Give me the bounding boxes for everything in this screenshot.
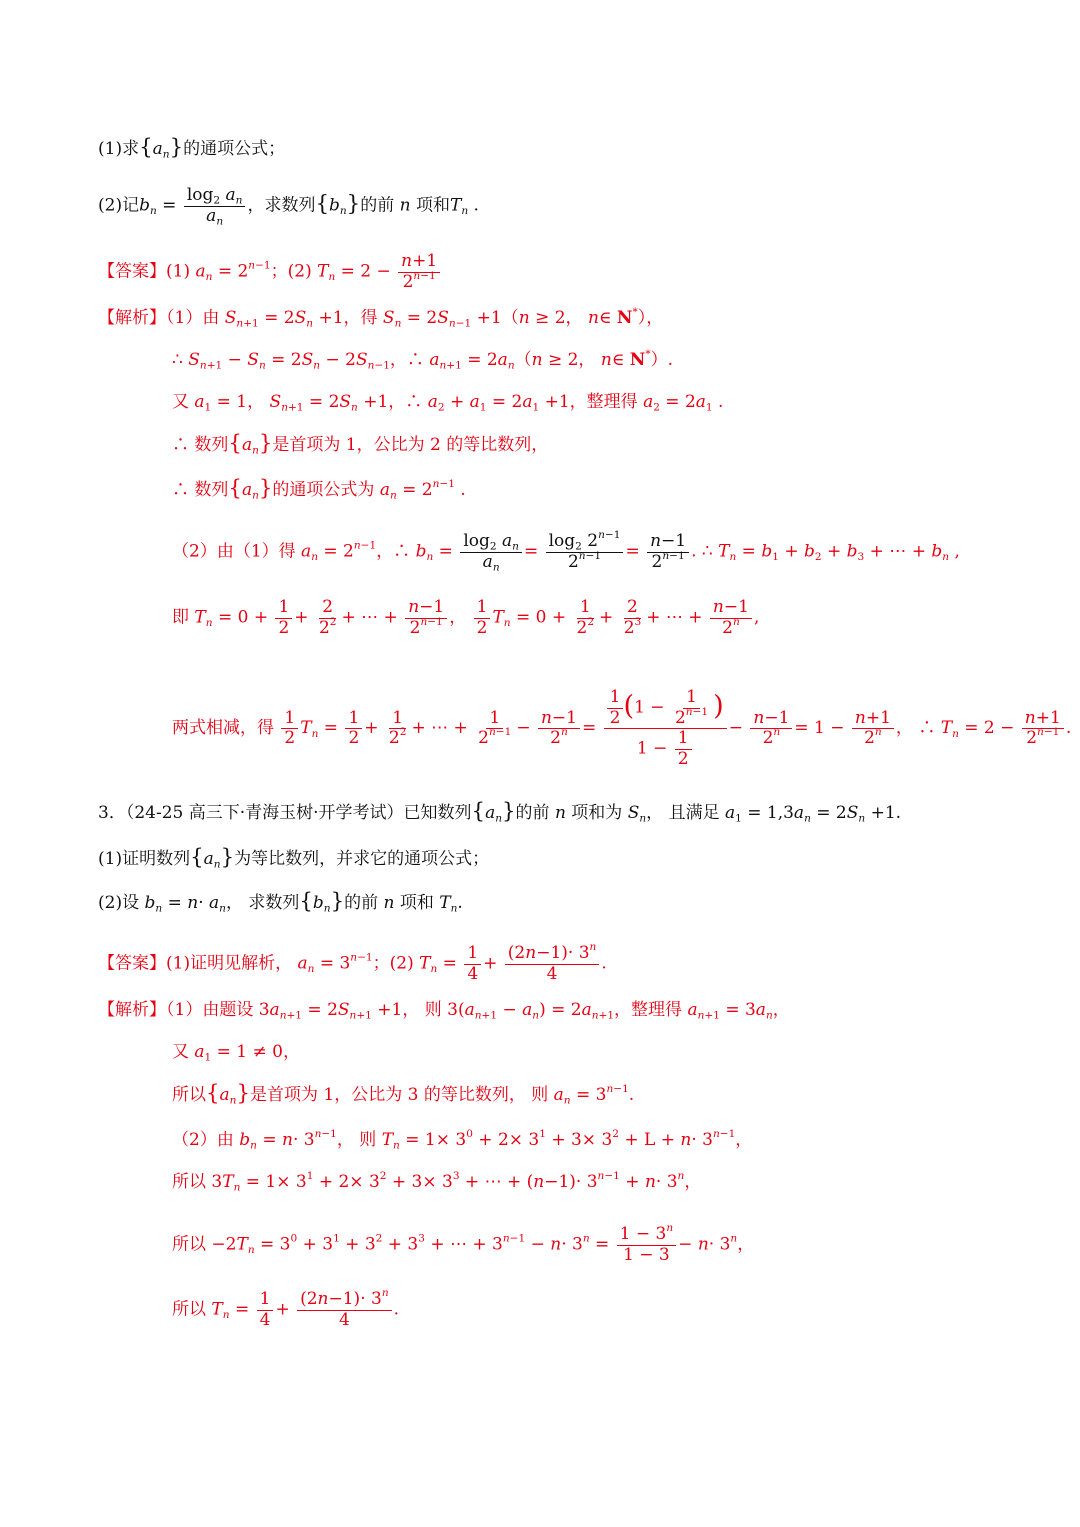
problem3-analysis-line-1: 【解析】（1）由题设 $3a_{n+1} = 2S_{n+1} +1$， 则 $3(a_{n+1} - a_n) = 2a_{n+1}$，整理得 $a_{n+1} = 3a_n$， [98,1000,790,1022]
problem2-analysis-line-7: 即 $T_n = 0$ + $\frac{1}{2}$ + $\frac{2}{2^2}$ + ⋯ + $\frac{n-1}{2^{n-1}}$ ， $\frac{1}{2}$ $T_n = 0$ + $\frac{1}{2^2}$ + $\frac{2}{2^3}$ + ⋯ + $\frac{n-1}{2^n}$ , [172,597,760,638]
problem2-answer: 【答案】(1) $a_n = 2^{n-1}$；(2) $T_n = 2$ − $\frac{n+1}{2^{n-1}}$ [98,252,442,292]
problem3-analysis-line-7: 所以 $T_n$ = $\frac{1}{4}$ + $\frac{(2n-1)\cdot 3^n}{4}$ . [172,1287,400,1330]
problem2-analysis-line-8: 两式相减，得 $\frac{1}{2}$ $T_n$ = $\frac{1}{2}$ + $\frac{1}{2^2}$ + ⋯ + $\frac{1}{2^{n-1}}$ − $\frac{n-1}{2^n}$ = $\frac{1}{2}$ (1 − $\frac{1}{2^{n-1}}$ ) 1 − $\frac{1}{2}$ − $\frac{n-1}{2^n}$ = 1 − $\frac{n+1}{2^n}$ ， ∴ $T_n = 2$ − $\frac{n+1}{2^{n-1}}$ . [172,687,1072,769]
answer-tag-3: 【答案】 [98,953,166,974]
problem2-analysis-line-5: ∴ 数列$\{a_n\}$的通项公式为 $a_n = 2^{n-1}$ . [172,476,466,502]
problem3-question-2: (2)设 $b_n = n\cdot a_n$， 求数列$\{b_n\}$的前 n 项和 $T_n$. [98,889,463,915]
problem3-analysis-line-4: （2）由 $b_n = n\cdot 3^{n-1}$， 则 $T_n = 1\times 3^0 + 2\times 3^1 + 3\times 3^2 + L + n\cdot 3^{n-1}$， [172,1128,753,1152]
problem2-analysis-line-1: 【解析】（1）由 $S_{n+1} = 2S_n +1$，得 $S_n = 2S_{n-1} +1(n \ge 2$， n∈ N*）， [98,306,664,330]
problem2-analysis-line-3: 又 $a_1 = 1$， $S_{n+1} = 2S_n +1$，∴ $a_2 + a_1 = 2a_1 +1$，整理得 $a_2 = 2a_1$ . [172,392,724,414]
problem2-question-1: (1)求$\{a_n\}$的通项公式； [98,135,286,161]
problem3-analysis-line-6: 所以 $-2T_n = 3^0 + 3^1 + 3^2 + 3^3$ + ⋯ + $3^{n-1} - n\cdot 3^n$ = $\frac{1 - 3^n}{1 - 3}$ − $n\cdot 3^n$， [172,1222,755,1265]
problem3-analysis-line-3: 所以$\{a_n\}$是首项为 1，公比为 3 的等比数列， 则 $a_n = 3^{n-1}$. [172,1081,635,1107]
problem2-question-2: (2)记$b_n$ = $\frac{\log_2 a_n}{a_n}$ ，求数列$\{b_n\}$的前 n 项和$T_n$ . [98,185,479,228]
problem2-analysis-line-2: ∴ $S_{n+1} - S_n = 2S_n - 2S_{n-1}$，∴ $a_{n+1} = 2a_n(n \ge 2$， n∈ N*）. [172,348,674,372]
problem3-analysis-line-5: 所以 $3T_n = 1\times 3^1 + 2\times 3^2 + 3\times 3^3$ + ⋯ + $(n-1)\cdot 3^{n-1} + n\cdot 3^n$， [172,1170,702,1194]
analysis-tag: 【解析】 [98,308,166,328]
problem3-stem: 3．（24-25 高三下·青海玉树·开学考试）已知数列$\{a_n\}$的前 n 项和为 $S_n$， 且满足 $a_1 = 1,3a_n = 2S_n +1$. [98,799,902,825]
q2-prefix: (2)记 [98,195,140,216]
problem3-analysis-line-2: 又 $a_1 = 1 \ne 0$， [172,1042,300,1064]
answer-tag: 【答案】 [98,261,166,282]
analysis-tag-3: 【解析】 [98,1000,166,1020]
problem2-analysis-line-6: （2）由（1）得 $a_n = 2^{n-1}$，∴ $b_n$ = $\frac{\log_2 a_n}{a_n}$ = $\frac{\log_2 2^{n-1}}{2^{n-1}}$ = $\frac{n-1}{2^{n-1}}$ . ∴ $T_n = b_1 + b_2 + b_3$ + ⋯ + $b_n$ , [172,529,960,574]
problem3-question-1: (1)证明数列$\{a_n\}$为等比数列，并求它的通项公式； [98,845,490,871]
problem2-analysis-line-4: ∴ 数列$\{a_n\}$是首项为 1，公比为 2 的等比数列， [172,431,549,457]
problem3-answer: 【答案】(1)证明见解析， $a_n = 3^{n-1}$；(2) $T_n$ = $\frac{1}{4}$ + $\frac{(2n-1)\cdot 3^n}{4}$ . [98,941,607,984]
